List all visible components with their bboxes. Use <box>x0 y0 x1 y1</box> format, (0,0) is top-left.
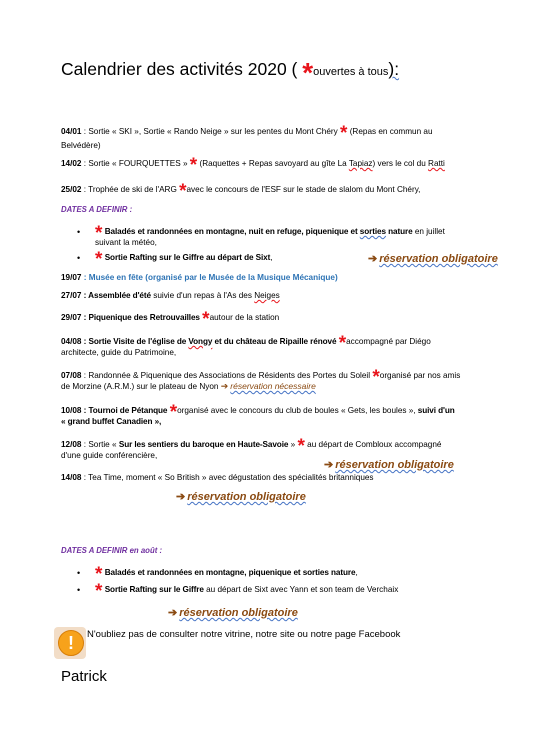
arrow-right-icon: ➔ <box>324 459 334 471</box>
event-1907: 19/07 : Musée en fête (organisé par le Musée de la Musique Mécanique) <box>61 273 338 282</box>
arrow-right-icon: ➔ <box>220 381 229 391</box>
star-icon: * <box>95 564 103 585</box>
arrow-right-icon: ➔ <box>176 491 186 503</box>
bullet-dot: • <box>77 227 81 237</box>
event-2907: 29/07 : Piquenique des Retrouvailles *autour de la station <box>61 309 280 330</box>
star-icon: * <box>202 309 210 330</box>
event-1408: 14/08 : Tea Time, moment « So British » avec dégustation des spécialités britanniques <box>61 473 374 482</box>
star-icon: * <box>189 155 198 176</box>
event-2707: 27/07 : Assemblée d'été suivie d'un repas à l'As des Neiges <box>61 291 280 300</box>
arrow-right-icon: ➔ <box>168 607 178 619</box>
reservation-obligatoire-note: ➔ réservation obligatoire <box>168 607 298 619</box>
star-icon: * <box>297 436 305 457</box>
event-1208-line2: d'une guide conférencière, <box>61 451 158 460</box>
bullet-item-rafting: * Sortie Rafting sur le Giffre au départ de Sixt, <box>95 249 273 270</box>
warning-icon: ! <box>54 627 86 659</box>
bullet-dot: • <box>77 585 81 595</box>
dates-a-definir-aout-heading: DATES A DEFINIR en août : <box>61 546 163 555</box>
event-2502: 25/02 : Trophée de ski de l'ARG *avec le concours de l'ESF sur le stade de slalom du Mont Chéry, <box>61 181 421 202</box>
event-0408: 04/08 : Sortie Visite de l'église de Vongy et du château de Ripaille rénové *accompagné par Diégo <box>61 333 431 354</box>
star-icon: * <box>95 581 103 602</box>
bullet-dot: • <box>77 253 81 263</box>
reservation-obligatoire-note: ➔ réservation obligatoire <box>368 253 498 265</box>
page-title: Calendrier des activités 2020 ( *ouvertes à tous): <box>61 57 400 88</box>
bullet-item-randonnees-line2: suivant la météo, <box>95 238 157 247</box>
bullet-item-randonnees-aout: * Baladés et randonnées en montagne, piquenique et sorties nature, <box>95 564 358 585</box>
event-1008-line2: « grand buffet Canadien », <box>61 417 162 426</box>
reservation-obligatoire-note: ➔ réservation obligatoire <box>324 459 454 471</box>
star-icon: * <box>372 367 380 388</box>
event-0708-line2: de Morzine (A.R.M.) sur le plateau de Nyon ➔ réservation nécessaire <box>61 381 316 391</box>
star-icon: * <box>302 57 314 88</box>
reservation-obligatoire-note: ➔ réservation obligatoire <box>176 491 306 503</box>
event-0708: 07/08 : Randonnée & Piquenique des Associations de Résidents des Portes du Soleil *organisé par nos amis <box>61 367 461 388</box>
notice-text: N'oubliez pas de consulter notre vitrine, notre site ou notre page Facebook <box>87 629 401 640</box>
star-icon: * <box>338 333 347 354</box>
event-1402: 14/02 : Sortie « FOURQUETTES » * (Raquettes + Repas savoyard au gîte La Tapiaz) vers le col du Ratti <box>61 155 445 176</box>
event-0408-line2: architecte, guide du Patrimoine, <box>61 348 177 357</box>
star-icon: * <box>169 402 178 423</box>
bullet-item-rafting-aout: * Sortie Rafting sur le Giffre au départ de Sixt avec Yann et son team de Verchaix <box>95 581 399 602</box>
star-icon: * <box>95 223 103 244</box>
event-1008: 10/08 : Tournoi de Pétanque *organisé avec le concours du club de boules « Gets, les boules », suivi d'un <box>61 402 455 423</box>
dates-a-definir-heading: DATES A DEFINIR : <box>61 205 133 214</box>
bullet-item-randonnees: * Baladés et randonnées en montagne, nuit en refuge, piquenique et sorties nature en juillet <box>95 223 445 244</box>
star-icon: * <box>179 181 187 202</box>
event-1208: 12/08 : Sortie « Sur les sentiers du baroque en Haute-Savoie » * au départ de Combloux accompagné <box>61 436 442 457</box>
event-0401: 04/01 : Sortie « SKI », Sortie « Rando Neige » sur les pentes du Mont Chéry * (Repas en commun au Belvédère) <box>61 123 433 150</box>
bullet-dot: • <box>77 568 81 578</box>
arrow-right-icon: ➔ <box>368 253 378 265</box>
signature: Patrick <box>61 668 107 685</box>
star-icon: * <box>95 249 103 270</box>
star-icon: * <box>340 123 348 144</box>
